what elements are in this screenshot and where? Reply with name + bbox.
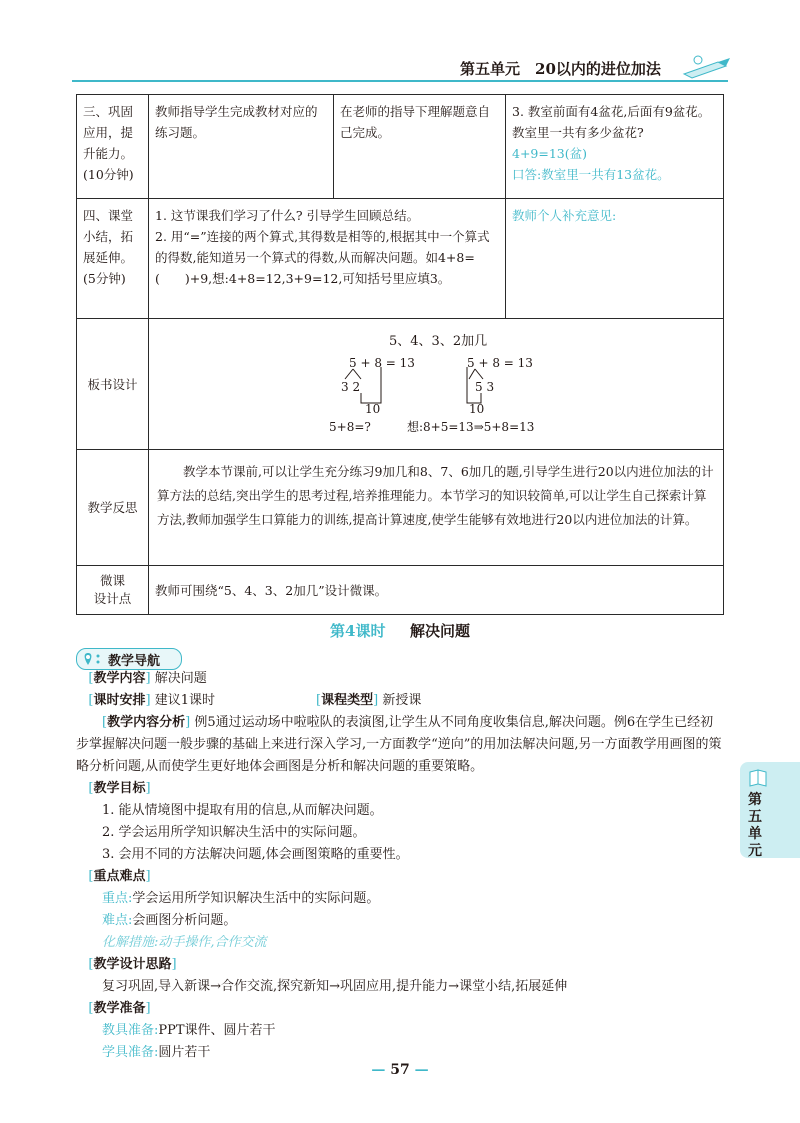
stage-label: 三、巩固应用，提升能力。(10分钟)	[77, 95, 149, 199]
student-prep	[76, 1042, 726, 1064]
board-label: 板书设计	[77, 319, 149, 450]
teacher-prep-text: PPT课件、圆片若干	[158, 1023, 276, 1038]
tag-goals: [教学目标]	[88, 781, 151, 796]
tag-analysis: [教学内容分析]	[102, 715, 191, 730]
design-flow: 复习巩固,导入新课→合作交流,探究新知→巩固应用,提升能力→课堂小结,拓展延伸	[102, 979, 568, 994]
key-label: 重点:	[102, 891, 133, 906]
board-eq-left: 5 + 8 = 13	[349, 356, 415, 370]
reflection-label: 教学反思	[77, 450, 149, 566]
difficulty-point	[76, 910, 726, 932]
analysis-text: 例5通过运动场中啦啦队的表演图,让学生从不同角度收集信息,解决问题。例6在学生已经初步掌握解决问题一般步骤的基础上来进行深入学习,一方面教学“逆向”的用加法解决问题,另一方面教学用画图的策略分析问题,从而使学生更好地体会画图是分析和解决问题的重要策略。	[76, 715, 722, 774]
page-number-value: 57	[390, 1062, 410, 1078]
running-header-title: 第五单元 20以内的进位加法	[460, 60, 661, 78]
board-split-left: 3 2	[341, 380, 361, 394]
micro-lesson-label	[77, 566, 149, 615]
board-title: 5、4、3、2加几	[389, 334, 488, 349]
lesson-heading	[0, 620, 800, 641]
micro-label-line: 微课	[99, 573, 125, 588]
content-value: 解决问题	[154, 671, 207, 686]
tag-prep: [教学准备]	[88, 1001, 151, 1016]
location-pin-icon	[81, 651, 103, 667]
micro-label-line: 设计点	[93, 591, 132, 606]
goal-item: 3. 会用不同的方法解决问题,体会画图策略的重要性。	[102, 847, 409, 862]
board-question: 5+8=?	[329, 420, 371, 434]
extra-question: 3. 教室前面有4盆花,后面有9盆花。教室里一共有多少盆花?	[512, 104, 711, 140]
lesson-plan-table	[76, 94, 724, 615]
extra-equation: 4+9=13(盆)	[512, 146, 588, 161]
table-row	[77, 199, 724, 319]
board-split-diagram	[149, 319, 719, 443]
prep-heading	[76, 998, 726, 1020]
board-ten-right: 10	[469, 402, 485, 416]
design-heading	[76, 954, 726, 976]
student-prep-text: 圆片若干	[158, 1045, 211, 1060]
type-group	[316, 690, 421, 712]
tag-type: [课程类型]	[316, 693, 379, 708]
schedule-value: 建议1课时	[154, 693, 215, 708]
content-line	[76, 668, 726, 690]
key-point	[76, 888, 726, 910]
resolution-measures: 化解措施:动手操作,合作交流	[102, 935, 267, 950]
schedule-line	[76, 690, 726, 712]
summary-item: 2. 用“=”连接的两个算式,其得数是相等的,根据其中一个算式的得数,能知道另一个算式的得数,从而解决问题。如4+8=( )+9,想:4+8=12,3+9=12,可知括号里应填3。	[155, 229, 490, 286]
micro-lesson-text: 教师可围绕“5、4、3、2加几”设计微课。	[149, 566, 724, 615]
nav-label: 教学导航	[108, 654, 161, 669]
goal-item: 2. 学会运用所学知识解决生活中的实际问题。	[102, 825, 366, 840]
table-row	[77, 95, 724, 199]
student-prep-label: 学具准备:	[102, 1045, 159, 1060]
table-row	[77, 450, 724, 566]
unit-side-label: 第五单元	[748, 792, 762, 859]
reflection-text: 教学本节课前,可以让学生充分练习9加几和8、7、6加几的题,引导学生进行20以内进位加法的计算方法的总结,突出学生的思考过程,培养推理能力。本节学习的知识较简单,可以让学生自己探索计算方法,教师加强学生口算能力的训练,提高计算速度,使学生能够有效地进行20以内进位加法的计算。	[149, 450, 724, 566]
book-icon	[748, 768, 770, 788]
analysis-paragraph	[76, 712, 726, 778]
difficulty-text: 会画图分析问题。	[132, 913, 237, 928]
tag-design: [教学设计思路]	[88, 957, 177, 972]
key-text: 学会运用所学知识解决生活中的实际问题。	[132, 891, 380, 906]
pencil-decoration-icon	[678, 52, 738, 82]
table-row	[77, 319, 724, 450]
page-number: — 57 —	[371, 1062, 429, 1078]
teacher-prep	[76, 1020, 726, 1042]
header-rule	[72, 80, 728, 82]
tag-key: [重点难点]	[88, 869, 151, 884]
stage-label: 四、课堂小结，拓展延伸。(5分钟)	[77, 199, 149, 319]
teaching-nav-badge	[76, 648, 186, 670]
teacher-activity: 教师指导学生完成教材对应的练习题。	[149, 95, 334, 199]
board-design	[149, 319, 724, 450]
student-activity: 在老师的指导下理解题意自己完成。	[334, 95, 506, 199]
teacher-note: 教师个人补充意见:	[506, 199, 724, 319]
tag-content: [教学内容]	[88, 671, 151, 686]
key-heading	[76, 866, 726, 888]
extra-exercise	[506, 95, 724, 199]
goal-item: 1. 能从情境图中提取有用的信息,从而解决问题。	[102, 803, 383, 818]
summary-item: 1. 这节课我们学习了什么? 引导学生回顾总结。	[155, 208, 420, 223]
lesson-number: 第4课时	[330, 622, 386, 640]
teacher-prep-label: 教具准备:	[102, 1023, 159, 1038]
tag-schedule: [课时安排]	[88, 693, 151, 708]
difficulty-label: 难点:	[102, 913, 133, 928]
board-eq-right: 5 + 8 = 13	[467, 356, 533, 370]
summary-cell	[149, 199, 506, 319]
board-think: 想:8+5=13⇒5+8=13	[407, 420, 535, 434]
goals-heading	[76, 778, 726, 800]
extra-answer: 口答:教室里一共有13盆花。	[512, 167, 670, 182]
type-value: 新授课	[382, 693, 422, 708]
board-ten-left: 10	[365, 402, 381, 416]
table-row	[77, 566, 724, 615]
lesson-title: 解决问题	[409, 622, 470, 640]
board-split-right: 5 3	[475, 380, 495, 394]
